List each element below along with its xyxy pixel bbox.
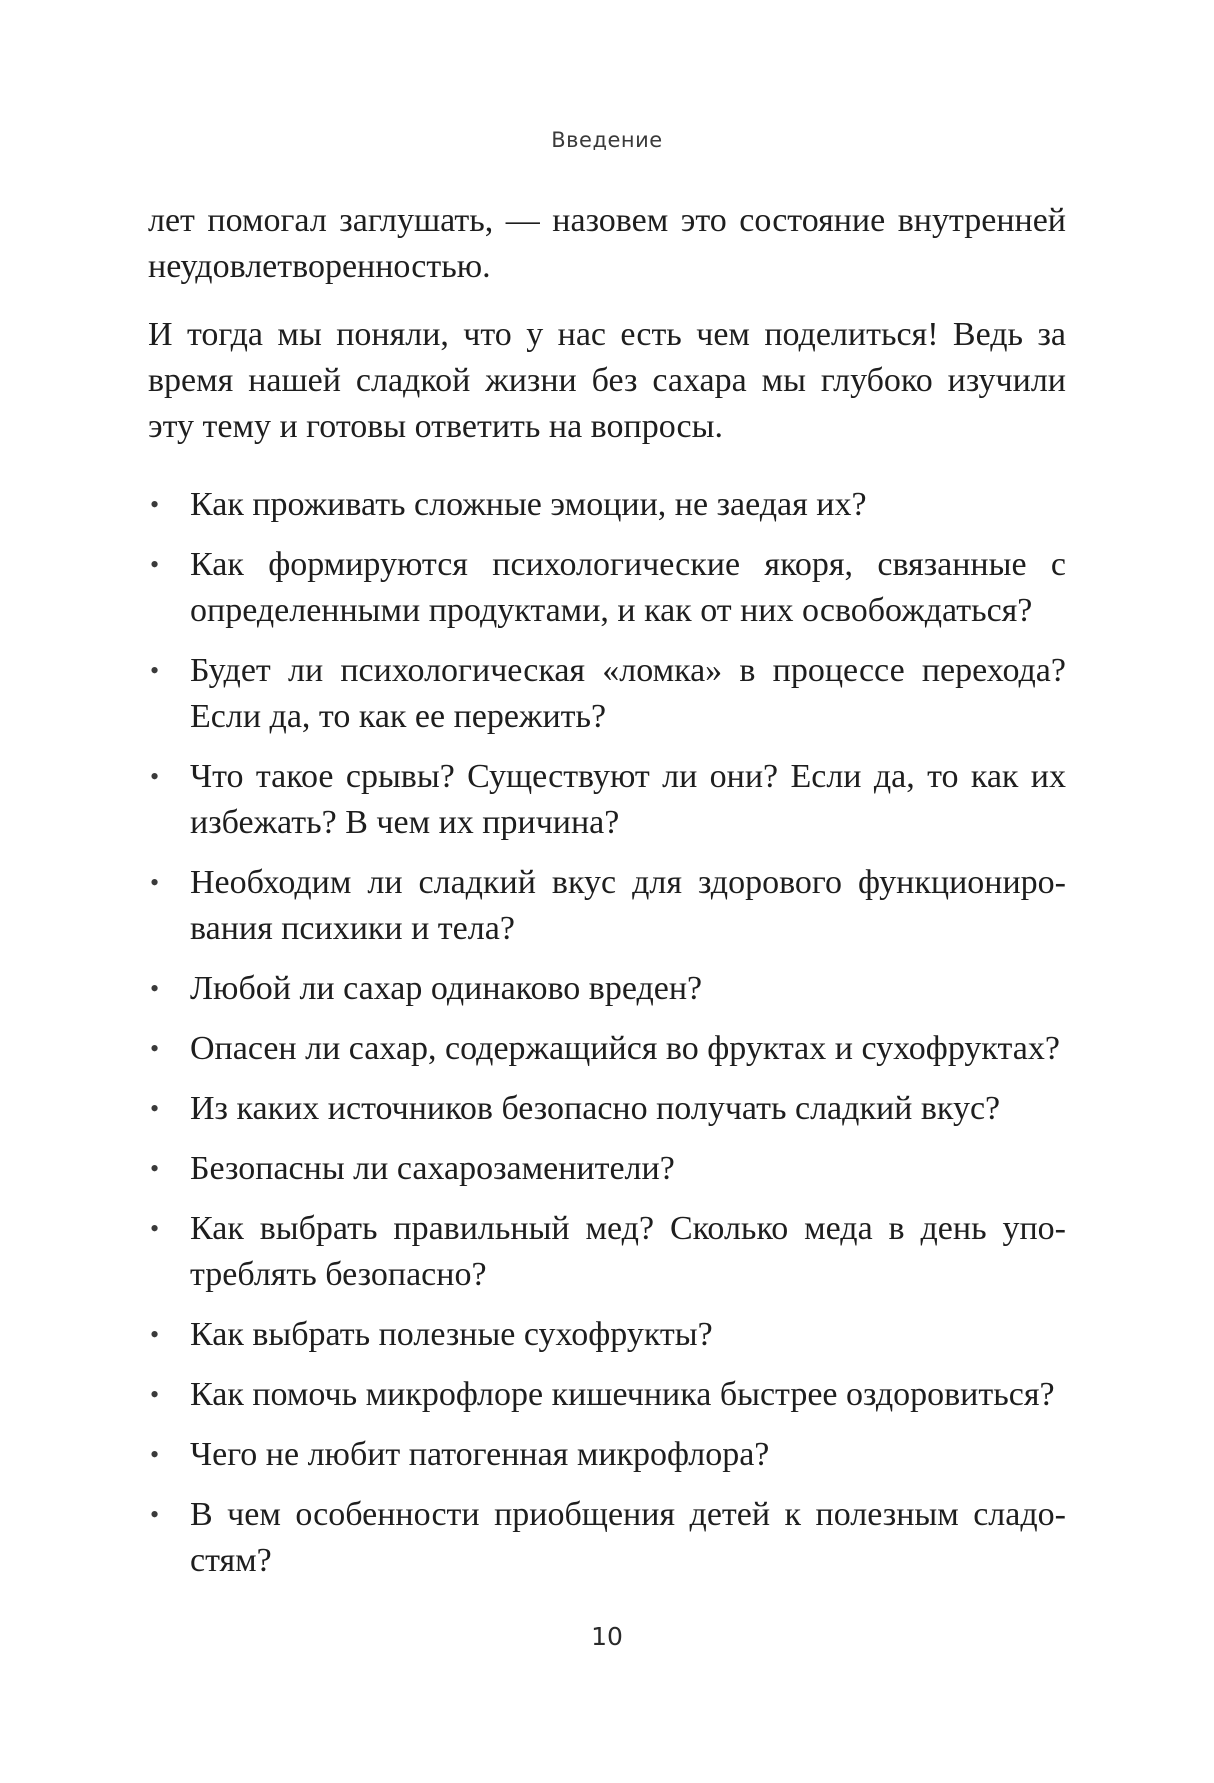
bullet-icon: •: [150, 1320, 160, 1349]
list-item-text: Будет ли психологическая «ломка» в процессе перехода? Если да, то как ее пережить?: [190, 652, 1066, 735]
bullet-icon: •: [150, 550, 160, 579]
list-item: [148, 754, 1066, 846]
bullet-icon: •: [150, 1154, 160, 1183]
bullet-icon: •: [150, 1500, 160, 1529]
list-item: [148, 1086, 1066, 1132]
list-item-text: Как выбрать правильный мед? Сколько меда в день употреблять безопасно?: [190, 1210, 1066, 1293]
list-item-text: Из каких источников безопасно получать сладкий вкус?: [190, 1090, 1001, 1127]
body-text: [148, 198, 1066, 1598]
list-item-text: В чем особенности приобщения детей к полезным сладостям?: [190, 1496, 1066, 1579]
bullet-icon: •: [150, 1440, 160, 1469]
bullet-icon: •: [150, 1034, 160, 1063]
list-item: [148, 1492, 1066, 1584]
list-item-text: Безопасны ли сахарозаменители?: [190, 1150, 675, 1187]
list-item: [148, 1146, 1066, 1192]
question-list: [148, 482, 1066, 1584]
list-item: [148, 966, 1066, 1012]
page-number: 10: [591, 1622, 623, 1651]
list-item-text: Как формируются психологические якоря, связанные с определенными продуктами, и как от них освобождаться?: [190, 546, 1066, 629]
list-item-text: Как выбрать полезные сухофрукты?: [190, 1316, 713, 1353]
list-item-text: Необходим ли сладкий вкус для здорового функционирования психики и тела?: [190, 864, 1066, 947]
running-header: Введение: [551, 128, 663, 152]
bullet-icon: •: [150, 490, 160, 519]
list-item: [148, 1432, 1066, 1478]
bullet-icon: •: [150, 762, 160, 791]
paragraph: лет помогал заглушать, — назовем это состояние внутренней неудовлетворенностью.: [148, 202, 1066, 285]
list-item: [148, 1206, 1066, 1298]
list-item: [148, 1372, 1066, 1418]
list-item-text: Чего не любит патогенная микрофлора?: [190, 1436, 770, 1473]
list-item: [148, 482, 1066, 528]
bullet-icon: •: [150, 1214, 160, 1243]
bullet-icon: •: [150, 974, 160, 1003]
bullet-icon: •: [150, 1094, 160, 1123]
list-item: [148, 542, 1066, 634]
bullet-icon: •: [150, 868, 160, 897]
list-item-text: Как проживать сложные эмоции, не заедая их?: [190, 486, 867, 523]
list-item-text: Любой ли сахар одинаково вреден?: [190, 970, 703, 1007]
bullet-icon: •: [150, 1380, 160, 1409]
bullet-icon: •: [150, 656, 160, 685]
paragraph: И тогда мы поняли, что у нас есть чем поделиться! Ведь за время нашей сладкой жизни без сахара мы глубоко изучили эту тему и готовы ответить на вопросы.: [148, 316, 1066, 445]
list-item: [148, 1312, 1066, 1358]
list-item: [148, 1026, 1066, 1072]
list-item: [148, 860, 1066, 952]
list-item-text: Опасен ли сахар, содержащийся во фруктах и сухофруктах?: [190, 1030, 1060, 1067]
list-item-text: Как помочь микрофлоре кишечника быстрее оздоровиться?: [190, 1376, 1055, 1413]
list-item-text: Что такое срывы? Существуют ли они? Если да, то как их избежать? В чем их причина?: [190, 758, 1066, 841]
list-item: [148, 648, 1066, 740]
